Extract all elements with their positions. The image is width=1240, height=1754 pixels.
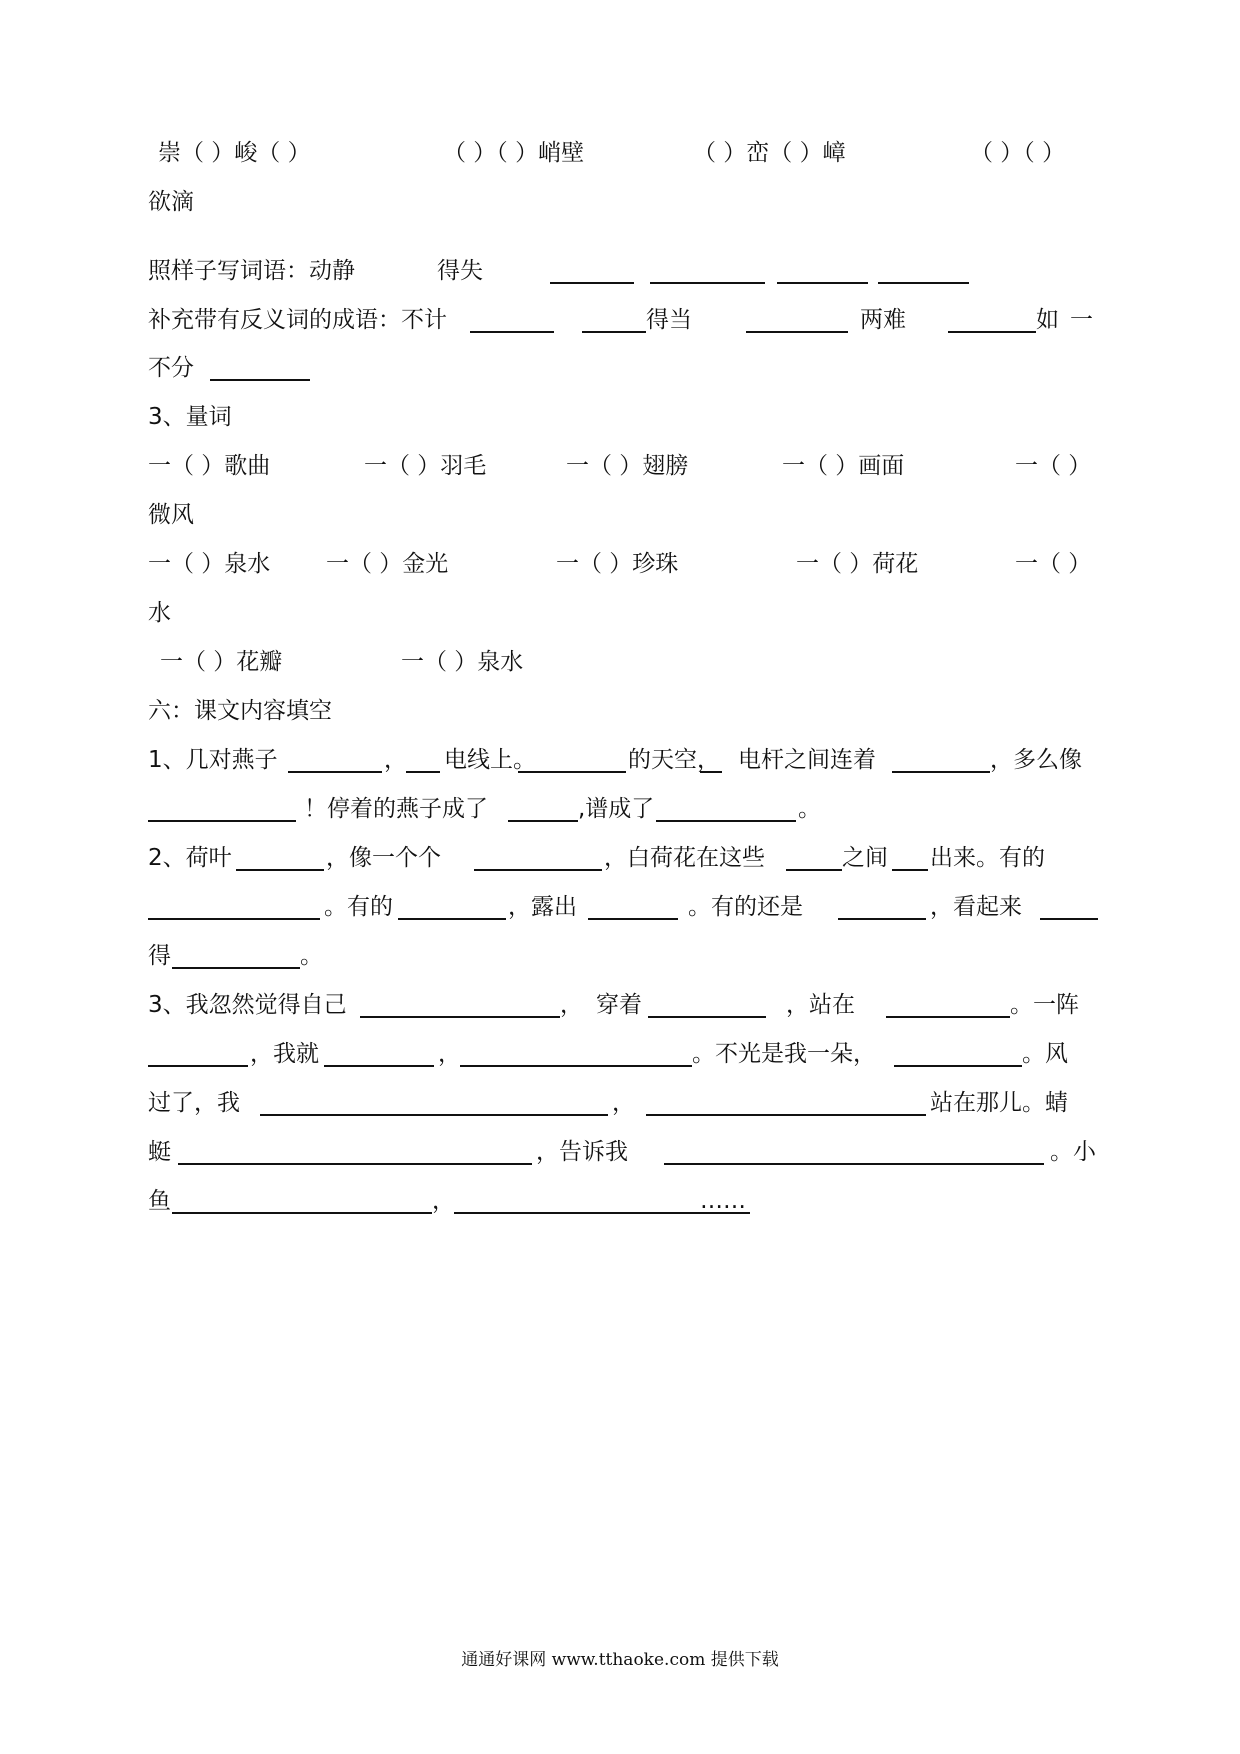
measure-item: 一（ ）荷花 bbox=[796, 551, 919, 577]
line-text: 补充带有反义词的成语：不计 bbox=[148, 307, 447, 333]
line-text: 。小 bbox=[1050, 1139, 1096, 1165]
answer-blank[interactable] bbox=[550, 282, 634, 284]
answer-blank[interactable] bbox=[1040, 918, 1098, 920]
answer-blank[interactable] bbox=[777, 282, 868, 284]
line-text: ，多么像 bbox=[990, 747, 1082, 773]
footer-credit: 通通好课网 www.tthaoke.com 提供下载 bbox=[461, 1650, 779, 1670]
answer-blank[interactable] bbox=[648, 1016, 766, 1018]
line-text: 一 bbox=[1070, 307, 1093, 333]
line-text: 。有的 bbox=[324, 894, 393, 920]
line-text: 过了，我 bbox=[148, 1090, 240, 1116]
answer-blank[interactable] bbox=[360, 1016, 560, 1018]
line-text: 鱼 bbox=[148, 1188, 171, 1214]
answer-blank[interactable] bbox=[588, 918, 678, 920]
line-text: 电线上。 bbox=[444, 747, 536, 773]
answer-blank[interactable] bbox=[324, 1065, 434, 1067]
line-text: ， bbox=[384, 747, 407, 773]
answer-blank[interactable] bbox=[650, 282, 765, 284]
measure-item: 一（ ）珍珠 bbox=[556, 551, 679, 577]
line-text: 得 bbox=[148, 943, 171, 969]
answer-blank[interactable] bbox=[460, 1065, 692, 1067]
answer-blank[interactable] bbox=[470, 331, 554, 333]
idiom-item: 崇（ ）峻（ ） bbox=[158, 140, 311, 166]
answer-blank[interactable] bbox=[398, 918, 506, 920]
answer-blank[interactable] bbox=[518, 771, 626, 773]
answer-blank[interactable] bbox=[894, 1065, 1022, 1067]
line-text: 。有的还是 bbox=[688, 894, 803, 920]
line-text: ，我就 bbox=[250, 1041, 319, 1067]
answer-blank[interactable] bbox=[508, 820, 578, 822]
line-text: ， bbox=[560, 992, 583, 1018]
answer-blank[interactable] bbox=[260, 1114, 608, 1116]
answer-blank[interactable] bbox=[148, 1065, 248, 1067]
answer-blank[interactable] bbox=[172, 1212, 432, 1214]
answer-blank[interactable] bbox=[646, 1114, 926, 1116]
measure-item: 一（ ）画面 bbox=[782, 453, 905, 479]
measure-item: 一（ ）金光 bbox=[326, 551, 449, 577]
answer-blank[interactable] bbox=[892, 771, 990, 773]
answer-blank[interactable] bbox=[948, 331, 1036, 333]
line-text: 。一阵 bbox=[1010, 992, 1079, 1018]
line-text: 。 bbox=[798, 796, 821, 822]
idiom-item: （ ）峦（ ）嶂 bbox=[693, 140, 846, 166]
answer-blank[interactable] bbox=[892, 869, 928, 871]
line-text: 出来。有的 bbox=[930, 845, 1045, 871]
answer-blank[interactable] bbox=[210, 379, 310, 381]
measure-item: 一（ ）翅膀 bbox=[566, 453, 689, 479]
answer-blank[interactable] bbox=[172, 967, 300, 969]
answer-blank[interactable] bbox=[746, 331, 848, 333]
answer-blank[interactable] bbox=[786, 869, 842, 871]
line-text: ， bbox=[612, 1090, 635, 1116]
idiom-item: （ ）（ ）峭壁 bbox=[443, 140, 585, 166]
answer-blank[interactable] bbox=[700, 771, 722, 773]
line-text: 1、几对燕子 bbox=[148, 747, 278, 773]
line-text: 3、量词 bbox=[148, 404, 232, 430]
measure-item: 一（ ） bbox=[1015, 551, 1092, 577]
answer-blank[interactable] bbox=[288, 771, 382, 773]
example-word: 得失 bbox=[437, 258, 483, 284]
answer-blank[interactable] bbox=[236, 869, 324, 871]
line-text: 。风 bbox=[1022, 1041, 1068, 1067]
measure-item: 一（ ）泉水 bbox=[148, 551, 271, 577]
line-text: 欲滴 bbox=[148, 189, 194, 215]
line-text: 六：课文内容填空 bbox=[148, 698, 332, 724]
line-text: ，露出 bbox=[508, 894, 577, 920]
line-text: 之间 bbox=[842, 845, 888, 871]
ellipsis-text: …… bbox=[700, 1188, 746, 1214]
line-text: 3、我忽然觉得自己 bbox=[148, 992, 347, 1018]
line-text: ,谱成了 bbox=[578, 796, 655, 822]
measure-item: 一（ ）羽毛 bbox=[364, 453, 487, 479]
answer-blank[interactable] bbox=[656, 820, 796, 822]
line-text: ，像一个个 bbox=[326, 845, 441, 871]
line-text: ，白荷花在这些 bbox=[604, 845, 765, 871]
answer-blank[interactable] bbox=[878, 282, 969, 284]
line-text: 电杆之间连着 bbox=[738, 747, 876, 773]
line-text: ，站在 bbox=[786, 992, 855, 1018]
line-text: 。不光是我一朵， bbox=[692, 1041, 876, 1067]
line-text: ， bbox=[438, 1041, 461, 1067]
line-text: 微风 bbox=[148, 502, 194, 528]
measure-item: 一（ ）花瓣 bbox=[160, 649, 283, 675]
line-text: 穿着 bbox=[596, 992, 642, 1018]
line-text: 站在那儿。蜻 bbox=[930, 1090, 1068, 1116]
line-text: 。 bbox=[300, 943, 323, 969]
measure-item: 一（ ）歌曲 bbox=[148, 453, 271, 479]
line-text: 不分 bbox=[148, 355, 194, 381]
measure-item: 一（ ）泉水 bbox=[401, 649, 524, 675]
answer-blank[interactable] bbox=[664, 1163, 1044, 1165]
answer-blank[interactable] bbox=[406, 771, 440, 773]
answer-blank[interactable] bbox=[838, 918, 926, 920]
idiom-item: （ ）（ ） bbox=[970, 140, 1066, 166]
line-text: ， bbox=[432, 1188, 455, 1214]
line-text: 得当 bbox=[646, 307, 692, 333]
line-text: 水 bbox=[148, 600, 171, 626]
measure-item: 一（ ） bbox=[1015, 453, 1092, 479]
line-text: 两难 bbox=[860, 307, 906, 333]
line-text: ，看起来 bbox=[930, 894, 1022, 920]
line-text: 蜓 bbox=[148, 1139, 171, 1165]
line-text: 如 bbox=[1036, 307, 1059, 333]
line-text: ！停着的燕子成了 bbox=[304, 796, 488, 822]
answer-blank[interactable] bbox=[178, 1163, 532, 1165]
line-text: ，告诉我 bbox=[536, 1139, 628, 1165]
answer-blank[interactable] bbox=[474, 869, 602, 871]
line-text: 2、荷叶 bbox=[148, 845, 232, 871]
answer-blank[interactable] bbox=[148, 820, 296, 822]
line-text: 照样子写词语：动静 bbox=[148, 258, 355, 284]
answer-blank[interactable] bbox=[148, 918, 320, 920]
answer-blank[interactable] bbox=[582, 331, 646, 333]
answer-blank[interactable] bbox=[886, 1016, 1010, 1018]
line-text: 的天空， bbox=[628, 747, 720, 773]
